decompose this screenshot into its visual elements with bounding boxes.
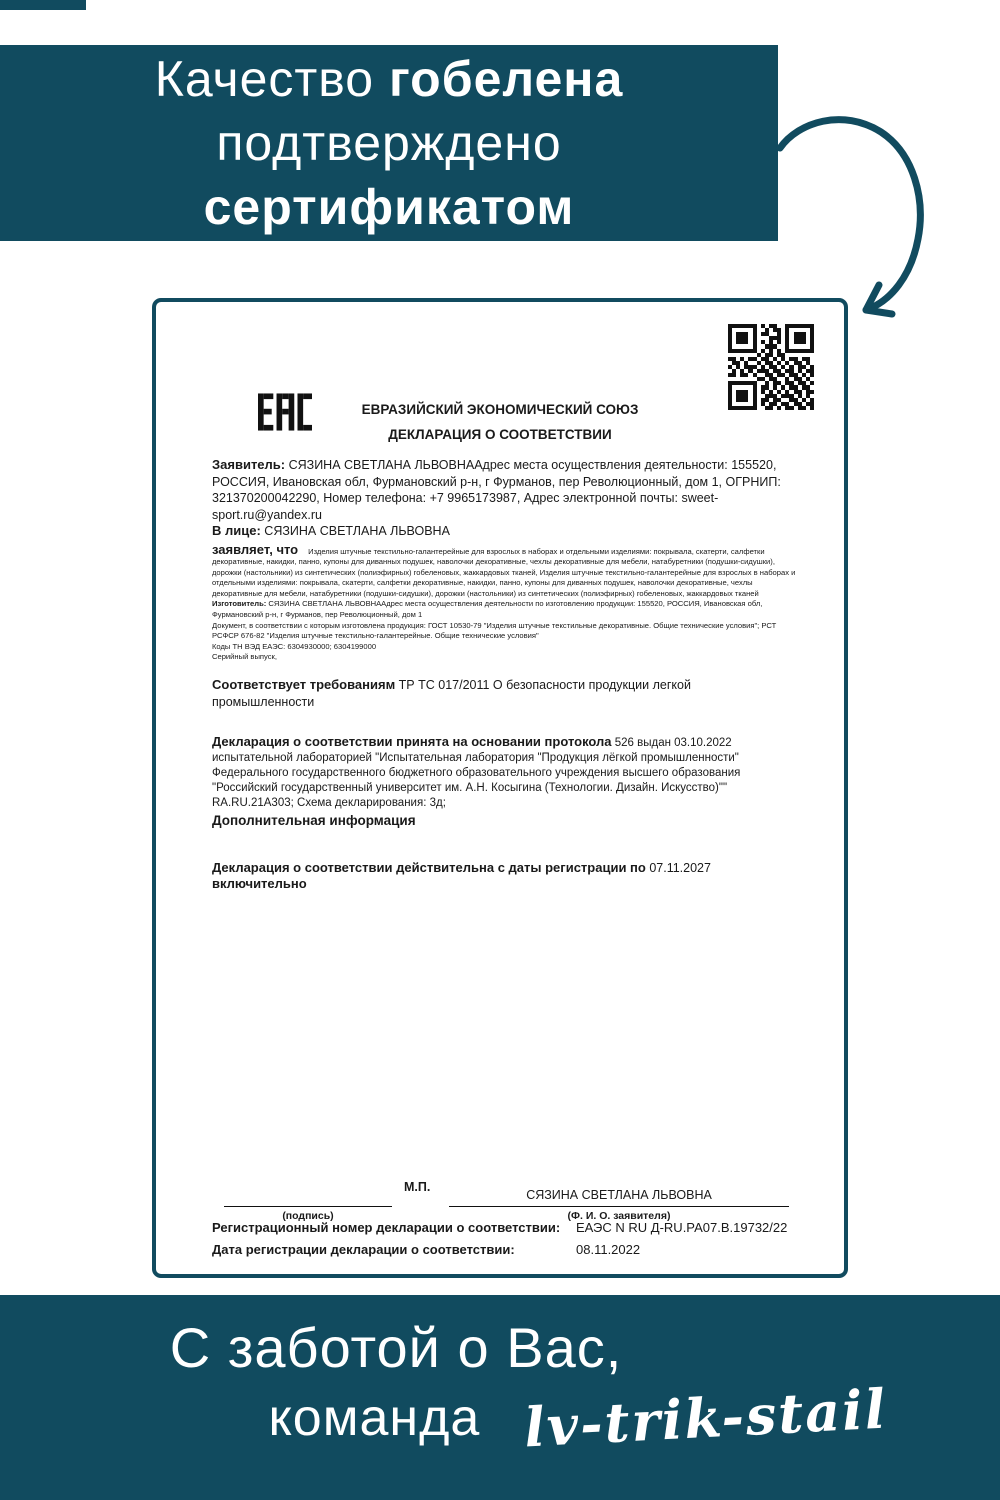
complies-text: ТР ТС 017/2011 О безопасности продукции легкой промышленности — [212, 678, 691, 709]
in-person-label: В лице: — [212, 523, 261, 538]
codes-paragraph: Коды ТН ВЭД ЕАЭС: 6304930000; 6304199000 — [212, 641, 377, 651]
complies-paragraph — [212, 677, 757, 710]
declares-label: заявляет, что — [212, 541, 299, 557]
union-title: ЕВРАЗИЙСКИЙ ЭКОНОМИЧЕСКИЙ СОЮЗ — [361, 402, 639, 417]
brand-signature: lv-trik-stail — [522, 1376, 889, 1460]
manufacturer-paragraph — [212, 599, 800, 620]
headline-line-2: подтверждено — [216, 115, 562, 171]
certificate-body — [212, 457, 800, 893]
manufacturer-label: Изготовитель: — [212, 599, 267, 609]
reg-number-label: Регистрационный номер декларации о соответствии: — [212, 1220, 561, 1235]
applicant-label: Заявитель: — [212, 457, 286, 472]
applicant-text: СЯЗИНА СВЕТЛАНА ЛЬВОВНААдрес места осуществления деятельности: 155520, РОССИЯ, Ивановская обл, Фурмановский р-н, г Фурманов, пер Революционный, дом 1, ОГРНИП: 321370200042290, Номер телефона: +7 9965173987, Адрес электронной почты: sweet-sport.ru@yandex.ru — [212, 458, 781, 522]
headline-line1-bold: гобелена — [388, 51, 624, 107]
applicant-name: СЯЗИНА СВЕТЛАНА ЛЬВОВНА — [526, 1188, 712, 1202]
headline-line-1 — [155, 47, 624, 111]
additional-info-label: Дополнительная информация — [212, 813, 416, 829]
validity-suffix: включительно — [212, 876, 307, 892]
validity-label: Декларация о соответствии действительна с даты регистрации по — [212, 859, 646, 875]
headline-line-3: сертификатом — [203, 179, 575, 235]
complies-label: Соответствует требованиям — [212, 677, 396, 693]
footer-team-word: команда — [268, 1389, 481, 1447]
signature-line — [224, 1206, 392, 1207]
declaration-title: ДЕКЛАРАЦИЯ О СООТВЕТСТВИИ — [388, 427, 612, 442]
reg-date-value: 08.11.2022 — [576, 1242, 641, 1257]
serial-paragraph: Серийный выпуск, — [212, 652, 277, 662]
declares-text: Изделия штучные текстильно-галантерейные для взрослых в наборах и отдельными изделиями: покрывала, скатерти, салфетки декоративные, накидки, панно, купоны для диванных подушек, наволочки декоративные, чехлы декоративные для мебели, натабуретники (подушки-сидушки), дорожки (настольники) из синтетических (полиэфирных) гобеленовых, жаккардовых тканей, Изделия штучные текстильно-галантерейные для взрослых в наборах и отдельными изделиями: покрывала, скатерти, салфетки декоративные, накидки, панно, купоны для диванных подушек, наволочки декоративные, чехлы декоративные для мебели, натабуретники (подушки-сидушки), дорожки (настольники) из синтетических (полиэфирных) гобеленовых, жаккардовых тканей — [212, 546, 796, 598]
top-decorative-strip — [0, 0, 86, 10]
reg-date-label: Дата регистрации декларации о соответствии: — [212, 1242, 515, 1257]
in-person-paragraph — [212, 523, 800, 540]
declares-paragraph — [212, 541, 800, 600]
basis-label: Декларация о соответствии принята на основании протокола — [212, 734, 612, 750]
headline-line1-regular: Качество — [154, 51, 389, 107]
validity-date: 07.11.2027 — [645, 860, 711, 875]
qr-code-image — [728, 324, 814, 410]
manufacturer-text: СЯЗИНА СВЕТЛАНА ЛЬВОВНААдрес места осуществления деятельности по изготовлению продукции: 155520, РОССИЯ, Ивановская обл, Фурмановский р-н, г Фурманов, пер Революционный, дом 1 — [212, 599, 763, 620]
document-paragraph: Документ, в соответствии с которым изготовлена продукция: ГОСТ 10530-79 "Изделия штучные текстильные декоративные. Общие технические условия"; РСТ РСФСР 676-82 "Изделия штучные текстильно-галантерейные. Общие технические условия" — [212, 620, 777, 641]
name-line — [449, 1206, 789, 1207]
basis-paragraph — [212, 734, 800, 811]
applicant-paragraph — [212, 457, 800, 523]
footer-line-2 — [78, 1376, 1000, 1460]
reg-number-value: ЕАЭС N RU Д-RU.РА07.В.19732/22 — [576, 1220, 788, 1235]
headline-banner — [0, 45, 778, 241]
in-person-text: СЯЗИНА СВЕТЛАНА ЛЬВОВНА — [260, 524, 450, 538]
basis-text: 526 выдан 03.10.2022 испытательной лабораторией "Испытательная лаборатория "Продукция лёгкой промышленности" Федерального государственного бюджетного образовательного учреждения высшего образования "Российский государственный университет им. А.Н. Косыгина (Технологии. Дизайн. Искусство)"" RA.RU.21А303; Схема декларирования: 3д; — [212, 737, 741, 810]
stamp-place-label: М.П. — [404, 1180, 431, 1194]
name-caption: (Ф. И. О. заявителя) — [567, 1210, 671, 1222]
footer-banner — [0, 1295, 1000, 1500]
certificate-card — [152, 298, 848, 1278]
validity-paragraph — [212, 860, 800, 893]
footer-line-1: С заботой о Вас, — [169, 1316, 623, 1379]
signature-caption: (подпись) — [282, 1210, 334, 1222]
curved-arrow-icon — [763, 106, 938, 326]
